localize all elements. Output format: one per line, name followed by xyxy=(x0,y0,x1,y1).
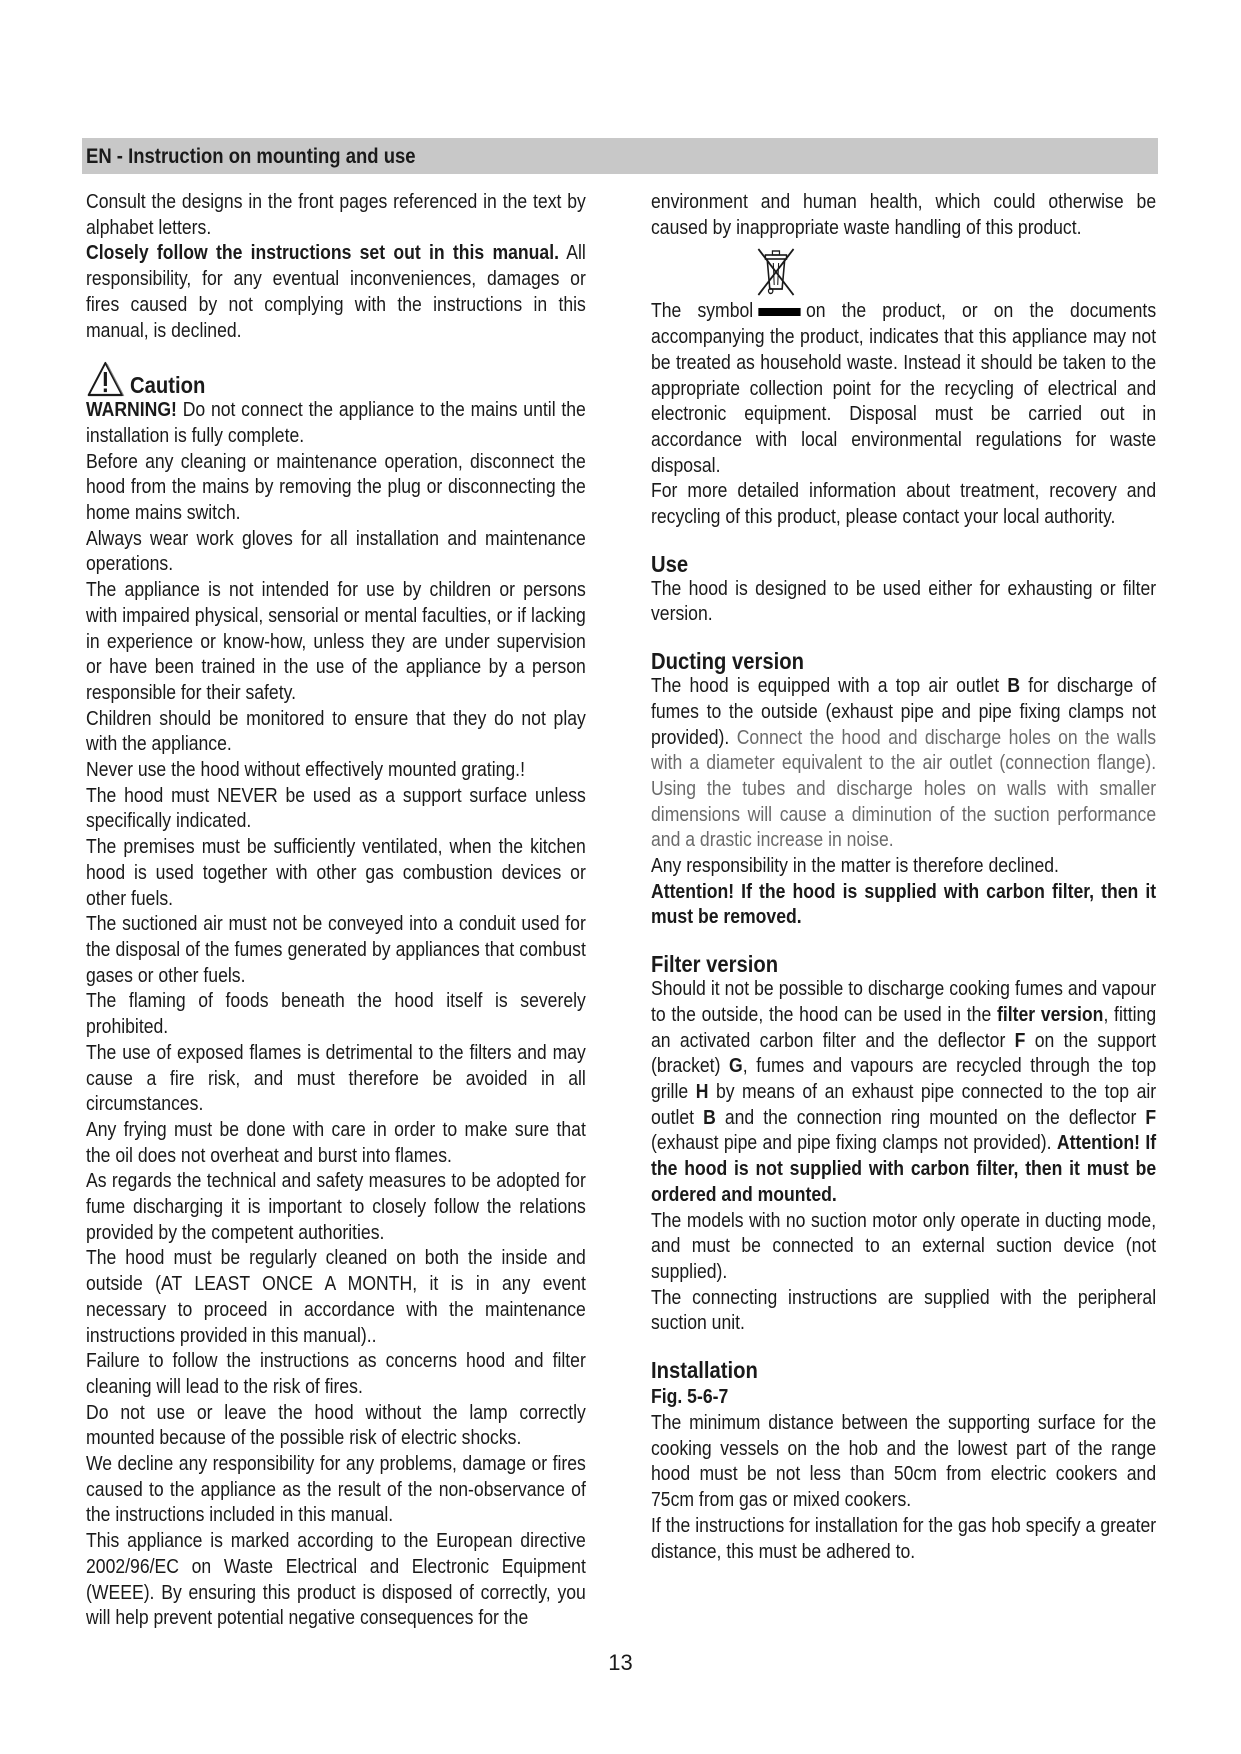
ducting-responsibility: Any responsibility in the matter is therefore declined. xyxy=(651,855,1059,878)
follow-instructions-bold: Closely follow the instructions set out in this manual. xyxy=(86,242,559,265)
ducting-attention xyxy=(651,880,1156,931)
ducting-text: for discharge of fumes to the outside (exhaust pipe and pipe fixing clamps not provided). xyxy=(651,675,1157,749)
more-info-paragraph: For more detailed information about treatment, recovery and recycling of this product, please contact your local authority. xyxy=(651,480,1157,529)
filter-text: and the connection ring mounted on the deflector xyxy=(715,1106,1146,1129)
installation-paragraph: If the instructions for installation for the gas hob specify a greater distance, this must be adhered to. xyxy=(651,1514,1157,1563)
ducting-text: The hood is equipped with a top air outlet xyxy=(651,675,1008,698)
warning-paragraph xyxy=(86,398,586,449)
caution-title: Caution xyxy=(130,372,206,399)
ducting-paragraph xyxy=(651,674,1156,854)
filter-bold: G xyxy=(729,1055,743,1078)
filter-text: , fumes and vapours are recycled through the top grille xyxy=(651,1055,1157,1103)
filter-bold: F xyxy=(1014,1029,1026,1052)
ducting-attention-text: Attention! If the hood is supplied with carbon filter, then it must be removed. xyxy=(651,880,1157,929)
weee-bar-symbol-icon xyxy=(758,308,800,316)
filter-bold: H xyxy=(695,1080,709,1103)
connecting-paragraph: The connecting instructions are supplied with the peripheral suction unit. xyxy=(651,1286,1157,1335)
safety-paragraph: Never use the hood without effectively mounted grating.! xyxy=(86,759,525,782)
safety-paragraph: The appliance is not intended for use by children or persons with impaired physical, sensorial or mental faculties, or if lacking in experience or know-how, unless they are under supervision or have been trained in the use of the appliance by a person responsible for their safety. xyxy=(86,579,586,704)
right-column xyxy=(651,190,1157,1565)
responsibility-paragraph xyxy=(86,241,586,344)
symbol-paragraph xyxy=(651,299,1156,479)
filter-title: Filter version xyxy=(651,951,779,978)
safety-paragraph: The suctioned air must not be conveyed into a conduit used for the disposal of the fumes generated by appliances that combust gases or other fuels. xyxy=(86,913,586,987)
safety-paragraph: The premises must be sufficiently ventilated, when the kitchen hood is used together with other gas combustion devices or other fuels. xyxy=(86,836,586,910)
weee-paragraph: This appliance is marked according to the European directive 2002/96/EC on Waste Electrical and Electronic Equipment (WEEE). By ensuring this product is disposed of correctly, you will help prevent potential negative consequences for the xyxy=(86,1530,586,1630)
installation-paragraph: The minimum distance between the supporting surface for the cooking vessels on the hob and the lowest part of the range hood must be not less than 50cm from electric cookers and 75cm from gas or mixed cookers. xyxy=(651,1412,1157,1512)
crossed-out-bin-icon xyxy=(750,245,803,297)
intro-paragraph: Consult the designs in the front pages referenced in the text by alphabet letters. xyxy=(86,191,586,239)
filter-text: by means of an exhaust pipe connected to the top air outlet xyxy=(651,1080,1157,1129)
safety-paragraph: Always wear work gloves for all installation and maintenance operations. xyxy=(86,527,586,576)
safety-paragraph: Any frying must be done with care in order to make sure that the oil does not overheat and burst into flames. xyxy=(86,1118,586,1167)
installation-figure-ref: Fig. 5-6-7 xyxy=(651,1386,729,1409)
models-paragraph: The models with no suction motor only operate in ducting mode, and must be connected to an external suction device (not supplied). xyxy=(651,1209,1157,1283)
safety-paragraph: The flaming of foods beneath the hood itself is severely prohibited. xyxy=(86,990,586,1039)
safety-paragraph: Children should be monitored to ensure that they do not play with the appliance. xyxy=(86,707,586,756)
filter-text: (exhaust pipe and pipe fixing clamps not provided). xyxy=(651,1132,1057,1155)
warning-triangle-icon xyxy=(86,360,125,398)
safety-paragraph: The hood must NEVER be used as a support surface unless specifically indicated. xyxy=(86,784,586,833)
safety-paragraph: As regards the technical and safety measures to be adopted for fume discharging it is important to closely follow the relations provided by the competent authorities. xyxy=(86,1170,586,1244)
filter-attention: Attention! If the hood is not supplied with carbon filter, then it must be ordered and mounted. xyxy=(651,1132,1157,1206)
safety-paragraph: Before any cleaning or maintenance operation, disconnect the hood from the mains by removing the plug or disconnecting the home mains switch. xyxy=(86,450,586,525)
left-column xyxy=(86,190,586,1632)
ducting-gray-text: Connect the hood and discharge holes on the walls with a diameter equivalent to the air outlet (connection flange). Using the tubes and discharge holes on walls with smaller dimensions will cause a diminution of the suction performance and a drastic increase in noise. xyxy=(651,726,1157,852)
section-header-bar xyxy=(82,138,1158,174)
use-paragraph: The hood is designed to be used either for exhausting or filter version. xyxy=(651,577,1157,626)
filter-bold: B xyxy=(703,1106,716,1129)
installation-title: Installation xyxy=(651,1357,758,1384)
page-number: 13 xyxy=(608,1650,633,1675)
weee-symbol-wrap xyxy=(651,245,1156,297)
symbol-before-text: The symbol xyxy=(651,300,754,323)
filter-text: , fitting an activated carbon filter and the deflector xyxy=(651,1003,1157,1052)
filter-text: on the support (bracket) xyxy=(651,1029,1157,1078)
safety-paragraph: We decline any responsibility for any problems, damage or fires caused to the appliance as the result of the non-observance of the instructions included in this manual. xyxy=(86,1453,586,1527)
symbol-after-text: on the product, or on the documents accompanying the product, indicates that this appliance may not be treated as household waste. Instead it should be taken to the appropriate collection point for the recycling of electrical and electronic equipment. Disposal must be carried out in accordance with local environmental regulations for waste disposal. xyxy=(651,300,1157,477)
filter-bold: F xyxy=(1145,1106,1157,1129)
caution-heading xyxy=(86,360,586,398)
filter-paragraph xyxy=(651,977,1156,1208)
use-title: Use xyxy=(651,550,689,577)
warning-text: Do not connect the appliance to the mains until the installation is fully complete. xyxy=(86,399,586,447)
responsibility-text: All responsibility, for any eventual inconveniences, damages or fires caused by not complying with the instructions in this manual, is declined. xyxy=(86,242,586,342)
ducting-title: Ducting version xyxy=(651,648,804,675)
safety-paragraph: Do not use or leave the hood without the lamp correctly mounted because of the possible risk of electric shocks. xyxy=(86,1401,586,1450)
safety-paragraph: The hood must be regularly cleaned on both the inside and outside (AT LEAST ONCE A MONTH, it is in any event necessary to proceed in accordance with the maintenance instructions provided in this manual).. xyxy=(86,1247,586,1347)
warning-label: WARNING! xyxy=(86,399,177,422)
weee-continued-paragraph: environment and human health, which could otherwise be caused by inappropriate waste handling of this product. xyxy=(651,191,1157,239)
safety-paragraph: The use of exposed flames is detrimental to the filters and may cause a fire risk, and must therefore be avoided in all circumstances. xyxy=(86,1041,586,1116)
section-title: EN - Instruction on mounting and use xyxy=(86,145,416,168)
filter-text: Should it not be possible to discharge cooking fumes and vapour to the outside, the hood can be used in the xyxy=(651,978,1157,1026)
filter-bold: filter version xyxy=(996,1003,1104,1026)
outlet-letter: B xyxy=(1007,675,1021,698)
safety-paragraph: Failure to follow the instructions as concerns hood and filter cleaning will lead to the risk of fires. xyxy=(86,1350,586,1398)
